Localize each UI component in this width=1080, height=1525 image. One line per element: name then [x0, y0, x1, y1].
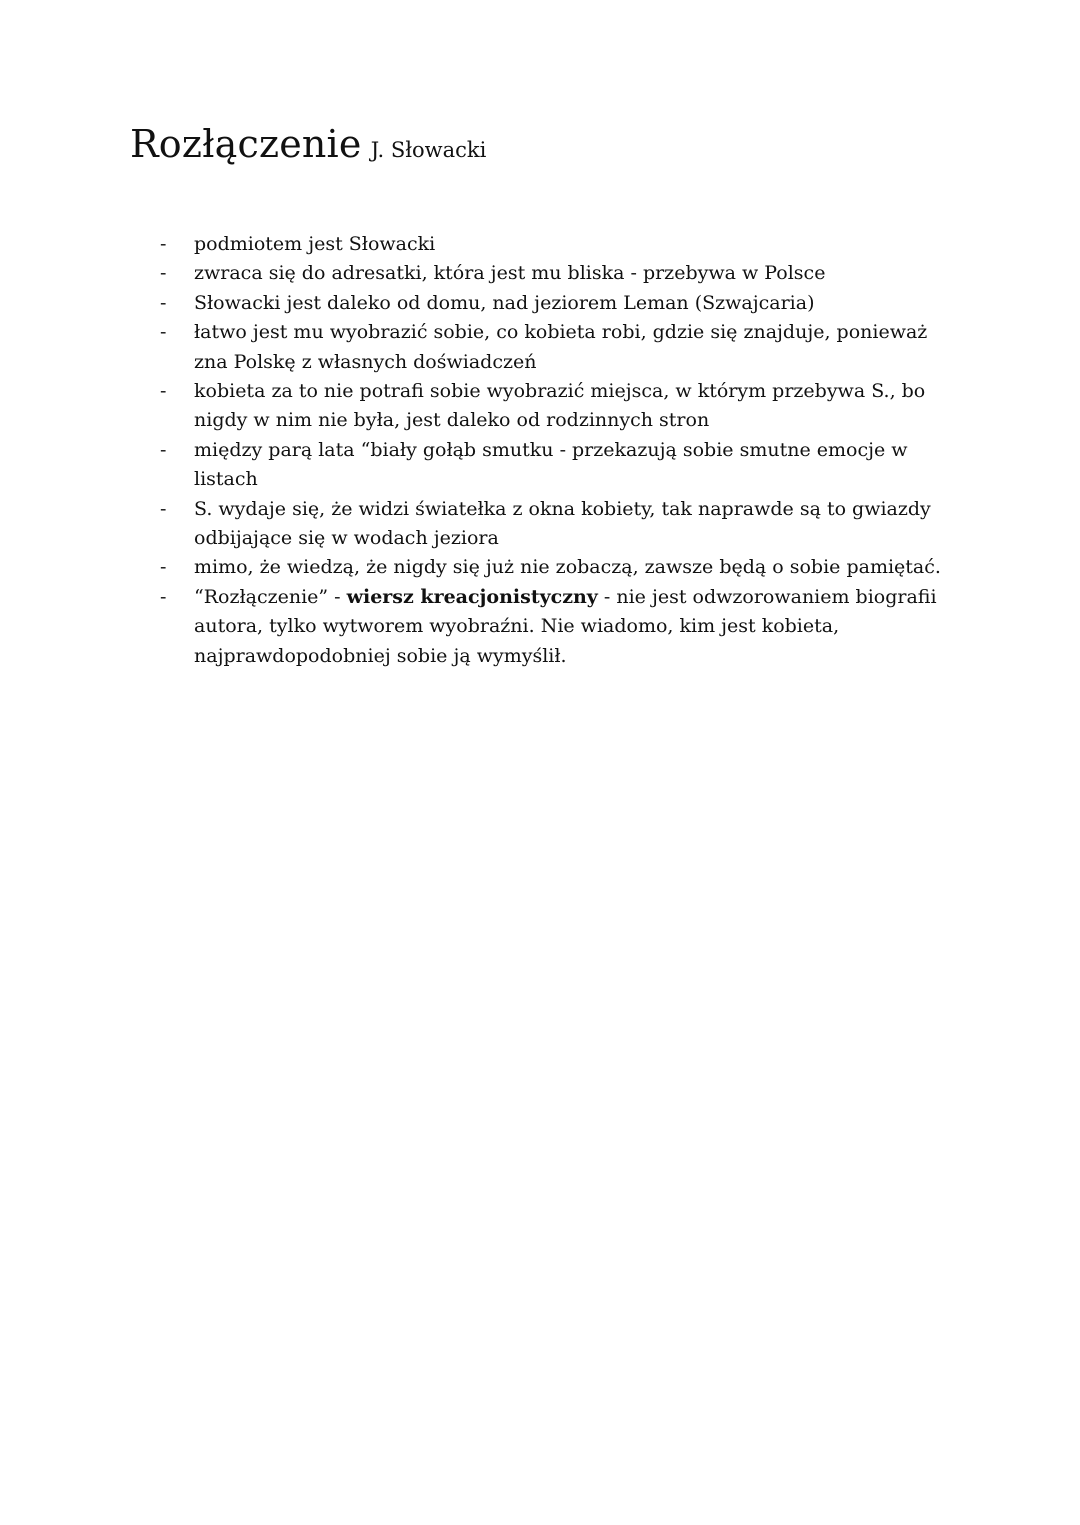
list-item	[160, 318, 960, 377]
dash-bullet: -	[160, 438, 167, 461]
list-item	[160, 583, 960, 671]
list-item-text: Słowacki jest daleko od domu, nad jeziorem Leman (Szwajcaria)	[194, 291, 815, 314]
list-item-text-end: - nie jest odwzorowaniem biografii autora, tylko wytworem wyobraźni. Nie wiadomo, kim jest kobieta, najprawdopodobniej sobie ją wymyślił.	[194, 585, 937, 667]
list-item-text: podmiotem jest Słowacki	[194, 233, 436, 255]
list-item	[160, 553, 960, 582]
dash-bullet: -	[160, 233, 167, 255]
dash-bullet: -	[160, 321, 167, 344]
author-name: J. Słowacki	[370, 138, 487, 162]
notes-list	[160, 230, 960, 671]
list-item-text-start: “Rozłączenie” -	[194, 585, 347, 608]
list-item	[160, 289, 960, 318]
dash-bullet: -	[160, 497, 167, 520]
list-item	[160, 377, 960, 436]
bold-term: wiersz kreacjonistyczny	[346, 585, 598, 608]
title-row	[130, 122, 486, 166]
dash-bullet: -	[160, 556, 167, 579]
list-item	[160, 436, 960, 495]
dash-bullet: -	[160, 262, 167, 285]
list-item-text: łatwo jest mu wyobrazić sobie, co kobieta robi, gdzie się znajduje, ponieważ zna Polskę z własnych doświadczeń	[194, 321, 928, 373]
list-item-text: zwraca się do adresatki, która jest mu bliska - przebywa w Polsce	[194, 262, 826, 285]
page-title: Rozłączenie	[130, 122, 362, 166]
list-item	[160, 495, 960, 554]
list-item	[160, 230, 960, 259]
list-item	[160, 259, 960, 288]
list-item-text: S. wydaje się, że widzi światełka z okna kobiety, tak naprawde są to gwiazdy odbijające się w wodach jeziora	[194, 497, 931, 550]
list-item-text: kobieta za to nie potrafi sobie wyobrazić miejsca, w którym przebywa S., bo nigdy w nim nie była, jest daleko od rodzinnych stron	[194, 380, 926, 432]
list-item-text: między parą lata “biały gołąb smutku - przekazują sobie smutne emocje w listach	[194, 438, 908, 491]
list-item-text: mimo, że wiedzą, że nigdy się już nie zobaczą, zawsze będą o sobie pamiętać.	[194, 556, 941, 579]
dash-bullet: -	[160, 585, 167, 608]
dash-bullet: -	[160, 291, 167, 314]
dash-bullet: -	[160, 380, 167, 403]
